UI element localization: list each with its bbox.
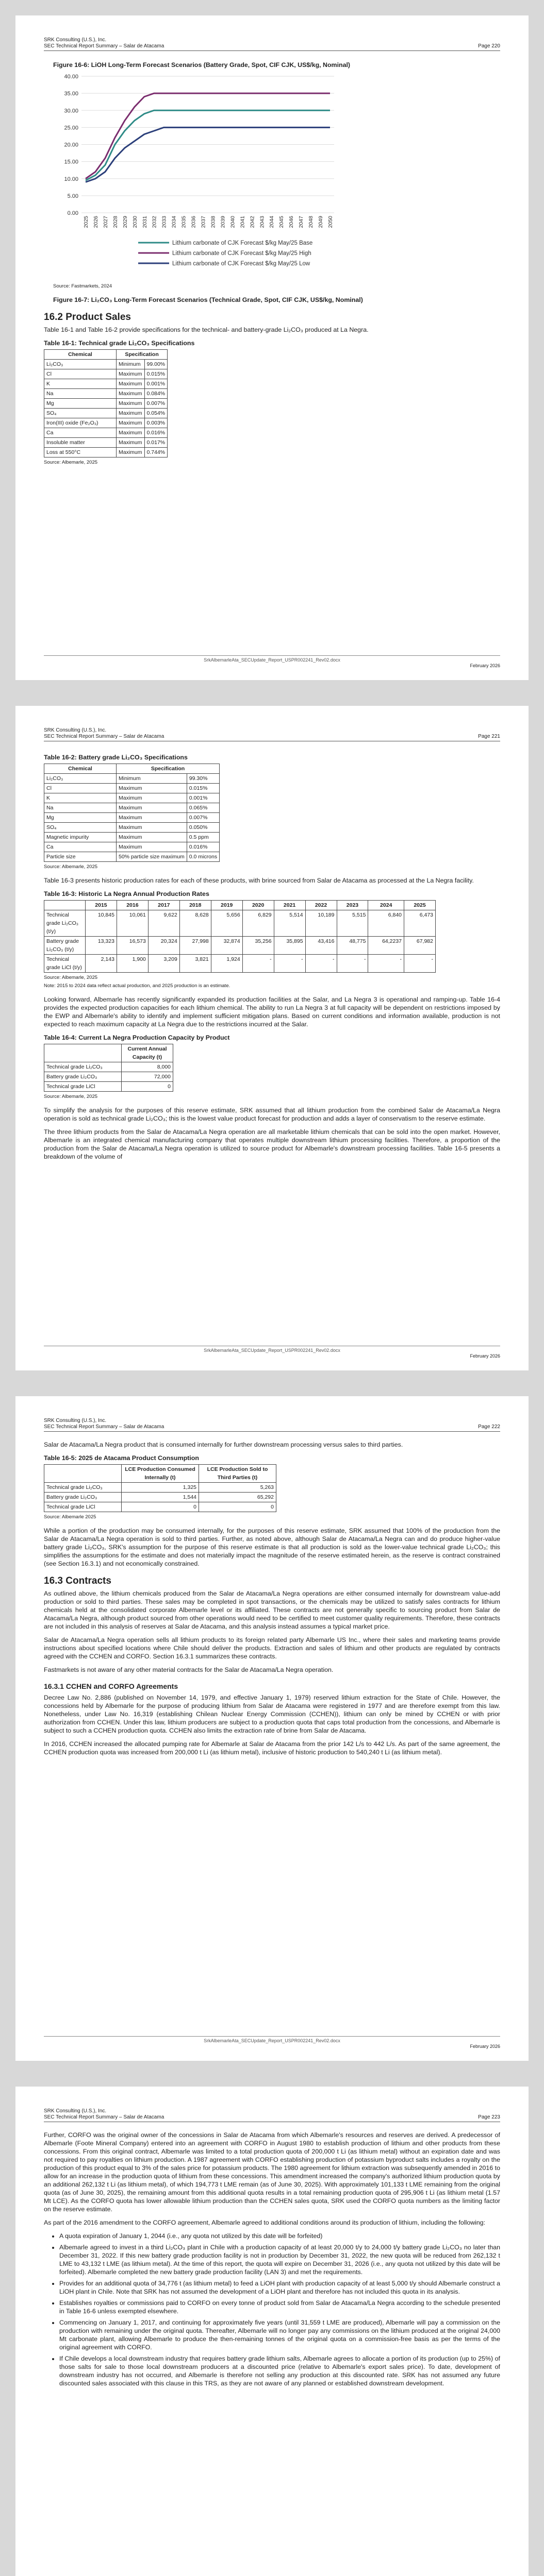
table-cell: 27,998 <box>179 937 211 955</box>
table-header: 2020 <box>242 901 274 910</box>
table-row <box>44 803 220 813</box>
x-tick-label: 2028 <box>112 216 119 228</box>
table-cell: Technical grade LiCl <box>44 1502 122 1512</box>
table-cell: 72,000 <box>122 1072 173 1082</box>
y-tick-label: 25.00 <box>64 125 78 131</box>
table-header <box>44 901 86 910</box>
table-cell: Maximum <box>117 833 187 842</box>
company-name: SRK Consulting (U.S.), Inc. <box>44 37 107 43</box>
table-cell: 0.744% <box>144 448 168 457</box>
table-cell: 6,829 <box>242 910 274 937</box>
table-cell: 0.065% <box>187 803 219 813</box>
table-header: LCE Production Sold to Third Parties (t) <box>199 1465 276 1483</box>
table-row <box>44 1082 173 1092</box>
paragraph: In 2016, CCHEN increased the allocated pumping rate for Albemarle at Salar de Atacama from the prior 142 L/s to 442 L/s. As part of the same agreement, the CCHEN production quota was increased from 200,000 t Li (as lithium metal), inclusive of historic production to 540,240 t Li (as lithium metal). <box>44 1740 500 1756</box>
table-cell: - <box>337 955 368 973</box>
production-rates-table <box>44 900 436 973</box>
table-cell: 16,573 <box>117 937 148 955</box>
table-cell: Maximum <box>117 369 145 379</box>
table-cell: Technical grade LiCl (t/y) <box>44 955 86 973</box>
y-tick-label: 15.00 <box>64 159 78 165</box>
x-tick-label: 2042 <box>249 216 256 228</box>
x-tick-label: 2034 <box>171 216 177 228</box>
table-row <box>44 784 220 793</box>
table-cell: 10,061 <box>117 910 148 937</box>
table-caption: Table 16-2: Battery grade Li₂CO₃ Specifications <box>44 754 188 761</box>
table-cell: Li₂CO₃ <box>44 774 117 784</box>
page-footer <box>44 2036 500 2049</box>
x-tick-label: 2032 <box>151 216 158 228</box>
table-cell: 0 <box>122 1502 199 1512</box>
table-cell: Maximum <box>117 823 187 833</box>
paragraph: Table 16-1 and Table 16-2 provide specifications for the technical- and battery-grade Li₂CO₃ produced at La Negra. <box>44 326 369 333</box>
table-row <box>44 428 168 438</box>
table-cell: 0.084% <box>144 389 168 399</box>
table-cell: 10,189 <box>305 910 337 937</box>
list-item: • Albemarle agreed to invest in a third Li₂CO₃ plant in Chile with a production capacity of at least 20,000 t/y to 24,000 t/y battery grade Li₂CO₃ no later than December 31, 2022. If this new battery grade production facility is not in production by December 31, 2022, the new quota will be reduced from 262,132 t LME to 43,132 t LME (as lithium metal). At the time of this report, the quota will expire on December 31, 2026 (i.e., any quota not utilized by this date will be forfeited). Albemarle completed the new battery grade production facility (LAN 3) and met the requirements. <box>59 2243 500 2276</box>
table-cell: 35,895 <box>274 937 305 955</box>
table-cell: Technical grade Li₂CO₃ <box>44 1062 122 1072</box>
capacity-table <box>44 1044 173 1092</box>
y-tick-label: 10.00 <box>64 176 78 182</box>
paragraph: Looking forward, Albemarle has recently significantly expanded its production facilities at the Salar, and La Negra 3 is operational and ramping-up. Table 16-4 provides the expected production capacities for each lithium chemical. The ability to run La Negra 3 at full capacity will be dependent on restrictions imposed by the EWP and Albemarle's ability to identify and implement sufficient mitigation plans. Based on current conditions and information available, production is not expected to reach maximum capacity at La Negra due to the restrictions incurred at the Salar. <box>44 996 500 1028</box>
table-source: Source: Albemarle, 2025 <box>44 460 98 465</box>
table-row <box>44 842 220 852</box>
table-cell: 0 <box>122 1082 173 1092</box>
company-name: SRK Consulting (U.S.), Inc. <box>44 727 107 733</box>
table-source: Source: Albemarle, 2025 <box>44 864 98 870</box>
table-cell: 99.30% <box>187 774 219 784</box>
table-header: 2016 <box>117 901 148 910</box>
paragraph: Salar de Atacama/La Negra product that is consumed internally for further downstream processing versus sales to third parties. <box>44 1441 403 1448</box>
figure-caption: Figure 16-6: LiOH Long-Term Forecast Scenarios (Battery Grade, Spot, CIF CJK, US$/kg, Nominal) <box>53 61 351 69</box>
table-source: Source: Albemarle, 2025 <box>44 975 98 980</box>
table-cell: Minimum <box>117 774 187 784</box>
table-cell: Maximum <box>117 399 145 409</box>
list-item: • Provides for an additional quota of 34,776 t (as lithium metal) to feed a LiOH plant with production capacity of at least 5,000 t/y should Albemarle construct a LiOH plant in Chile. Note that SRK has not assumed the development of a LiOH plant and therefore has not included this quota in its analysis. <box>59 2279 500 2296</box>
table-row <box>44 1072 173 1082</box>
table-cell: 99.00% <box>144 360 168 369</box>
table-cell: 0.007% <box>144 399 168 409</box>
table-row <box>44 389 168 399</box>
table-cell: 0.015% <box>144 369 168 379</box>
list-item: • Establishes royalties or commissions paid to CORFO on every tonne of product sold from Salar de Atacama/La Negra according to the schedule presented in Table 16-6 unless exempted elsewhere. <box>59 2299 500 2315</box>
table-cell: Battery grade Li₂CO₃ <box>44 1493 122 1502</box>
table-header: 2017 <box>148 901 179 910</box>
footer-date: February 2026 <box>470 663 500 668</box>
section-heading: 16.3 Contracts <box>44 1575 111 1586</box>
page-header <box>44 1418 500 1432</box>
table-cell: 0.015% <box>187 784 219 793</box>
x-tick-label: 2029 <box>122 216 128 228</box>
page-223 <box>15 2087 529 2576</box>
table-cell: 10,845 <box>86 910 117 937</box>
table-row <box>44 813 220 823</box>
paragraph: Fastmarkets is not aware of any other material contracts for the Salar de Atacama/La Negra operation. <box>44 1666 334 1673</box>
x-tick-label: 2047 <box>298 216 305 228</box>
y-tick-label: 0.00 <box>67 210 78 216</box>
page-number: Page 221 <box>478 734 500 739</box>
table-header: LCE Production Consumed Internally (t) <box>122 1465 199 1483</box>
y-tick-label: 30.00 <box>64 108 78 114</box>
table-cell: - <box>242 955 274 973</box>
x-tick-label: 2030 <box>131 216 138 228</box>
table-header <box>44 1465 122 1483</box>
table-cell: 8,628 <box>179 910 211 937</box>
table-header: 2015 <box>86 901 117 910</box>
x-tick-label: 2041 <box>239 216 246 228</box>
footer-filename: SrkAlbemarleAta_SECUpdate_Report_USPR002241_Rev02.docx <box>204 1348 340 1353</box>
table-cell: Na <box>44 803 117 813</box>
table-header: 2021 <box>274 901 305 910</box>
table-cell: 0.001% <box>187 793 219 803</box>
table-cell: 0.016% <box>144 428 168 438</box>
table-cell: Mg <box>44 399 117 409</box>
series-line <box>86 127 330 182</box>
x-tick-label: 2039 <box>220 216 226 228</box>
table-cell: Maximum <box>117 448 145 457</box>
table-cell: 67,982 <box>404 937 436 955</box>
table-cell: Particle size <box>44 852 117 862</box>
table-caption: Table 16-5: 2025 de Atacama Product Consumption <box>44 1454 199 1462</box>
table-cell: 20,324 <box>148 937 179 955</box>
x-tick-label: 2036 <box>190 216 197 228</box>
footer-filename: SrkAlbemarleAta_SECUpdate_Report_USPR002241_Rev02.docx <box>204 657 340 663</box>
conditions-list <box>59 2232 500 2387</box>
table-row <box>44 1502 276 1512</box>
paragraph: Salar de Atacama/La Negra operation sells all lithium products to its foreign related party Albemarle US Inc., where their sales and marketing teams provide instructions about specified locations where Chile should deliver the products. Extraction and sales of lithium and other products are regulated by contracts agreed with the CCHEN and CORFO. Section 16.3.1 summarizes these contracts. <box>44 1636 500 1660</box>
table-header: 2019 <box>211 901 242 910</box>
x-tick-label: 2049 <box>318 216 324 228</box>
table-cell: 0.017% <box>144 438 168 448</box>
table-row <box>44 1483 276 1493</box>
company-name: SRK Consulting (U.S.), Inc. <box>44 2108 107 2114</box>
table-cell: Minimum <box>117 360 145 369</box>
x-tick-label: 2044 <box>269 216 275 228</box>
paragraph: To simplify the analysis for the purposes of this reserve estimate, SRK assumed that all lithium production from the combined Salar de Atacama/La Negra operation is sold as technical grade Li₂CO₃; this is the lowest value product forecast for production and adds a layer of conservatism to the reserve estimate. <box>44 1107 500 1122</box>
series-line <box>86 93 330 179</box>
paragraph: Decree Law No. 2,886 (published on November 14, 1979, and effective January 1, 1979) reserved lithium extraction for the State of Chile. However, the concessions held by Albemarle for the purpose of producing lithium from Salar de Atacama were registered in 1977 and are therefore exempt from this law. Nonetheless, under Law No. 16,319 (establishing Chilean Nuclear Energy Commission (CCHEN)), lithium can only be mined by CCHEN or with prior authorization from CCHEN. Under this law, lithium producers are subject to a production quota that caps total production from the concessions, and Albemarle is subject to such a CCHEN production quota. CCHEN also limits the extraction rate of brine from Salar de Atacama. <box>44 1694 500 1734</box>
table-cell: Maximum <box>117 803 187 813</box>
table-row <box>44 409 168 418</box>
table-row <box>44 1062 173 1072</box>
table-cell: Li₂CO₃ <box>44 360 117 369</box>
table-cell: 0.016% <box>187 842 219 852</box>
report-title: SEC Technical Report Summary – Salar de Atacama <box>44 43 164 49</box>
y-tick-label: 20.00 <box>64 142 78 148</box>
table-cell: Maximum <box>117 793 187 803</box>
company-name: SRK Consulting (U.S.), Inc. <box>44 1418 107 1423</box>
table-cell: Maximum <box>117 438 145 448</box>
y-tick-label: 5.00 <box>67 193 78 199</box>
table-cell: Na <box>44 389 117 399</box>
table-cell: 32,874 <box>211 937 242 955</box>
table-cell: 1,544 <box>122 1493 199 1502</box>
x-tick-label: 2025 <box>83 216 89 228</box>
table-cell: Maximum <box>117 418 145 428</box>
table-cell: 5,656 <box>211 910 242 937</box>
table-cell: 0.054% <box>144 409 168 418</box>
list-item: • A quota expiration of January 1, 2044 (i.e., any quota not utilized by this date will be forfeited) <box>59 2232 500 2240</box>
table-cell: SO₄ <box>44 409 117 418</box>
table-cell: 43,416 <box>305 937 337 955</box>
table-cell: Cl <box>44 369 117 379</box>
table-cell: Cl <box>44 784 117 793</box>
paragraph: As part of the 2016 amendment to the CORFO agreement, Albemarle agreed to additional conditions around its production of lithium, including the following: <box>44 2219 486 2226</box>
table-cell: Maximum <box>117 389 145 399</box>
table-cell: 1,924 <box>211 955 242 973</box>
table-header: 2025 <box>404 901 436 910</box>
table-cell: Maximum <box>117 842 187 852</box>
table-cell: Insoluble matter <box>44 438 117 448</box>
x-tick-label: 2050 <box>327 216 334 228</box>
footer-date: February 2026 <box>470 2044 500 2049</box>
table-cell: 64,2237 <box>368 937 404 955</box>
page-number: Page 222 <box>478 1424 500 1430</box>
table-cell: SO₄ <box>44 823 117 833</box>
section-heading: 16.2 Product Sales <box>44 312 131 323</box>
table-header: 2018 <box>179 901 211 910</box>
table-header <box>44 1044 122 1062</box>
table-cell: Maximum <box>117 428 145 438</box>
table-note: Note: 2015 to 2024 data reflect actual production, and 2025 production is an estimate. <box>44 983 230 989</box>
table-header: 2023 <box>337 901 368 910</box>
table-cell: Iron(III) oxide (Fe₂O₃) <box>44 418 117 428</box>
series-line <box>86 110 330 180</box>
page-number: Page 223 <box>478 2114 500 2120</box>
table-cell: 3,209 <box>148 955 179 973</box>
table-cell: 1,900 <box>117 955 148 973</box>
x-tick-label: 2043 <box>259 216 266 228</box>
table-row <box>44 360 168 369</box>
report-title: SEC Technical Report Summary – Salar de Atacama <box>44 1424 164 1430</box>
report-title: SEC Technical Report Summary – Salar de Atacama <box>44 2114 164 2120</box>
table-header: Chemical <box>44 764 117 774</box>
x-tick-label: 2027 <box>102 216 109 228</box>
table-cell: 6,473 <box>404 910 436 937</box>
table-row <box>44 833 220 842</box>
table-row <box>44 774 220 784</box>
table-cell: 0.0 microns <box>187 852 219 862</box>
table-cell: 0.5 ppm <box>187 833 219 842</box>
footer-date: February 2026 <box>470 1353 500 1359</box>
table-cell: Maximum <box>117 409 145 418</box>
page-221 <box>15 706 529 1370</box>
table-row <box>44 379 168 389</box>
table-cell: Battery grade Li₂CO₃ <box>44 1072 122 1082</box>
table-cell: 13,323 <box>86 937 117 955</box>
table-cell: 6,840 <box>368 910 404 937</box>
table-cell: Technical grade Li₂CO₃ <box>44 1483 122 1493</box>
page-header <box>44 37 500 51</box>
table-row <box>44 1493 276 1502</box>
table-cell: Battery grade Li₂CO₃ (t/y) <box>44 937 86 955</box>
table-cell: 3,821 <box>179 955 211 973</box>
table-cell: Maximum <box>117 784 187 793</box>
table-row <box>44 793 220 803</box>
table-cell: Maximum <box>117 379 145 389</box>
table-cell: 1,325 <box>122 1483 199 1493</box>
table-cell: 48,775 <box>337 937 368 955</box>
list-item: • Commencing on January 1, 2017, and continuing for approximately five years (until 31,559 t LME are produced), Albemarle will pay a commission on the production with remaining under the original quota. Thereafter, Albemarle will no longer pay any commissions on the lithium produced at the original 24,000 Mt carbonate plant, allowing Albemarle to produce the then-remaining tonnes of the original quota on a commission-free basis as per the terms of the original agreement with CORFO. <box>59 2318 500 2351</box>
paragraph: While a portion of the production may be consumed internally, for the purposes of this reserve estimate, SRK assumed that 100% of the production from the Salar de Atacama/La Negra operation is sold to third parties. Further, as noted above, although Salar de Atacama/La Negra can and do produce higher-value battery grade Li₂CO₃, SRK's assumption for the purpose of this reserve estimate is that all production is sold as the lower-value technical grade Li₂CO₃; this simplifies the assumptions for the estimate and does not materially impact the magnitude of the reserve estimated herein, as the reserve is contract constrained (see Section 16.3.1) and not economically constrained. <box>44 1527 500 1567</box>
table-cell: 8,000 <box>122 1062 173 1072</box>
table-cell: Ca <box>44 428 117 438</box>
table-row <box>44 852 220 862</box>
table-cell: 65,292 <box>199 1493 276 1502</box>
table-cell: Ca <box>44 842 117 852</box>
table-header: 2022 <box>305 901 337 910</box>
table-cell: Mg <box>44 813 117 823</box>
figure-caption: Figure 16-7: Li₂CO₃ Long-Term Forecast Scenarios (Technical Grade, Spot, CIF CJK, US$/kg, Nominal) <box>53 296 363 303</box>
page-number: Page 220 <box>478 43 500 49</box>
table-cell: 0.050% <box>187 823 219 833</box>
table-cell: 9,622 <box>148 910 179 937</box>
x-tick-label: 2035 <box>180 216 187 228</box>
page-header <box>44 727 500 741</box>
page-footer <box>44 655 500 668</box>
y-tick-label: 40.00 <box>64 74 78 80</box>
table-cell: 2,143 <box>86 955 117 973</box>
table-cell: 0 <box>199 1502 276 1512</box>
table-header: 2024 <box>368 901 404 910</box>
paragraph: The three lithium products from the Salar de Atacama/La Negra operation are all marketable lithium chemicals that can be sold into the open market. However, Albemarle is an integrated chemical manufacturing company that operates multiple downstream lithium processing facilities. Therefore, a proportion of the production from the Salar de Atacama/La Negra operation is utilized to source product for Albemarle's downstream processing facilities. Table 16-5 presents a breakdown of the volume of <box>44 1128 500 1160</box>
table-cell: K <box>44 793 117 803</box>
table-row <box>44 399 168 409</box>
table-row <box>44 369 168 379</box>
table-cell: 0.003% <box>144 418 168 428</box>
legend-label: Lithium carbonate of CJK Forecast $/kg May/25 Base <box>172 240 313 246</box>
page-220 <box>15 15 529 680</box>
page-header <box>44 2108 500 2122</box>
table-header: Specification <box>117 350 168 360</box>
x-tick-label: 2048 <box>308 215 315 228</box>
table-cell: 0.007% <box>187 813 219 823</box>
table-header: Chemical <box>44 350 117 360</box>
table-row <box>44 910 436 937</box>
page-footer <box>44 1346 500 1359</box>
table-row <box>44 418 168 428</box>
table-cell: Maximum <box>117 813 187 823</box>
table-cell: Technical grade LiCl <box>44 1082 122 1092</box>
x-tick-label: 2045 <box>278 216 285 228</box>
table-cell: Magnetic impurity <box>44 833 117 842</box>
table-header: Current Annual Capacity (t) <box>122 1044 173 1062</box>
table-cell: - <box>274 955 305 973</box>
table-row <box>44 448 168 457</box>
table-cell: - <box>368 955 404 973</box>
table-cell: 5,515 <box>337 910 368 937</box>
figure-source: Source: Fastmarkets, 2024 <box>53 283 112 289</box>
table-caption: Table 16-3: Historic La Negra Annual Production Rates <box>44 890 209 897</box>
x-tick-label: 2033 <box>161 216 168 228</box>
x-tick-label: 2046 <box>288 216 295 228</box>
table-source: Source: Albemarle, 2025 <box>44 1094 98 1099</box>
paragraph: As outlined above, the lithium chemicals produced from the Salar de Atacama/La Negra operations are either consumed internally for downstream value-add production or sold to third parties. These sales may be completed in spot transactions, or the chemicals may be utilized to satisfy sales contracts for lithium chemicals held at the consolidated corporate Albemarle level or its affiliated. These contracts are not generally specific to sourcing product from Salar de Atacama/La Negra, although product sourced from other operations would need to be certified to meet customer quality requirements. Therefore, these contracts are not included in this analysis of reserves at Salar de Atacama, and this analysis instead assumes a typical market price. <box>44 1590 500 1630</box>
table-cell: K <box>44 379 117 389</box>
table-row <box>44 438 168 448</box>
subsection-heading: 16.3.1 CCHEN and CORFO Agreements <box>44 1682 178 1690</box>
spec-table-battery <box>44 764 220 862</box>
x-tick-label: 2026 <box>92 216 99 228</box>
consumption-table <box>44 1464 276 1512</box>
table-cell: 5,514 <box>274 910 305 937</box>
table-row <box>44 937 436 955</box>
x-tick-label: 2031 <box>141 216 148 228</box>
table-header: Specification <box>117 764 220 774</box>
paragraph: Table 16-3 presents historic production rates for each of these products, with brine sourced from Salar de Atacama as processed at the La Negra facility. <box>44 877 474 884</box>
table-cell: Loss at 550°C <box>44 448 117 457</box>
chart-svg <box>53 71 342 282</box>
x-tick-label: 2038 <box>210 216 217 228</box>
table-cell: - <box>404 955 436 973</box>
y-tick-label: 35.00 <box>64 91 78 97</box>
table-cell: 35,256 <box>242 937 274 955</box>
paragraph: Further, CORFO was the original owner of the concessions in Salar de Atacama from which Albemarle's resources and reserves are derived. A predecessor of Albemarle (Foote Mineral Company) entered into an agreement with CORFO in August 1980 to establish production of lithium and other products from these concessions. From this original contract, Albemarle was limited to a total production quota of 200,000 t Li (as lithium metal) without an expiration date and was not required to pay royalties on lithium production. A 1987 agreement with CORFO establishing production of potassium byproduct salts includes a royalty on the production of this product equal to 3% of the sales price for potassium products. The 1980 agreement for lithium extraction was subsequently amended in 2016 to allow for an increase in the production quota of lithium from these concessions. This amendment increased the company's authorized lithium production quota by an additional 262,132 t Li (as lithium metal), of which 194,773 t LME remain (as of June 30, 2025). With approximately 101,133 t LME remaining from the original quota (as of June 30, 2025), the remaining amount from this additional quota results in a total remaining production quota of 295,906 t Li (as lithium metal (1.57 Mt LCE). As the CORFO quota has lower allowable lithium production than the CCHEN sales quota, SRK used the CORFO quota numbers as the limiting factor on the reserve estimate. <box>44 2131 500 2213</box>
lioh-forecast-chart <box>53 71 342 282</box>
table-source: Source: Albemarle 2025 <box>44 1514 96 1520</box>
table-cell: Technical grade Li₂CO₃ (t/y) <box>44 910 86 937</box>
x-tick-label: 2037 <box>200 216 207 228</box>
legend-label: Lithium carbonate of CJK Forecast $/kg May/25 Low <box>172 261 310 267</box>
table-caption: Table 16-4: Current La Negra Production Capacity by Product <box>44 1034 230 1041</box>
table-caption: Table 16-1: Technical grade Li₂CO₃ Specifications <box>44 340 195 347</box>
table-cell: 5,263 <box>199 1483 276 1493</box>
table-cell: - <box>305 955 337 973</box>
x-tick-label: 2040 <box>229 216 236 228</box>
page-222 <box>15 1396 529 2061</box>
table-cell: 50% particle size maximum <box>117 852 187 862</box>
legend-label: Lithium carbonate of CJK Forecast $/kg May/25 High <box>172 250 311 257</box>
table-row <box>44 955 436 973</box>
footer-filename: SrkAlbemarleAta_SECUpdate_Report_USPR002241_Rev02.docx <box>204 2038 340 2043</box>
report-title: SEC Technical Report Summary – Salar de Atacama <box>44 734 164 739</box>
table-cell: 0.001% <box>144 379 168 389</box>
spec-table-technical <box>44 349 168 457</box>
table-row <box>44 823 220 833</box>
list-item: • If Chile develops a local downstream industry that requires battery grade lithium salts, Albemarle agrees to allocate a portion of its production (up to 25%) of those salts for sale to those local downstream producers at a discounted price (relative to Albemarle's export sales price). To date, development of downstream industry has not occurred, and Albemarle is therefore not selling any production at this discounted rate. SRK has not assumed any future discounted sales associated with this clause in this TRS, as they are not aware of any planned or established downstream development. <box>59 2354 500 2387</box>
